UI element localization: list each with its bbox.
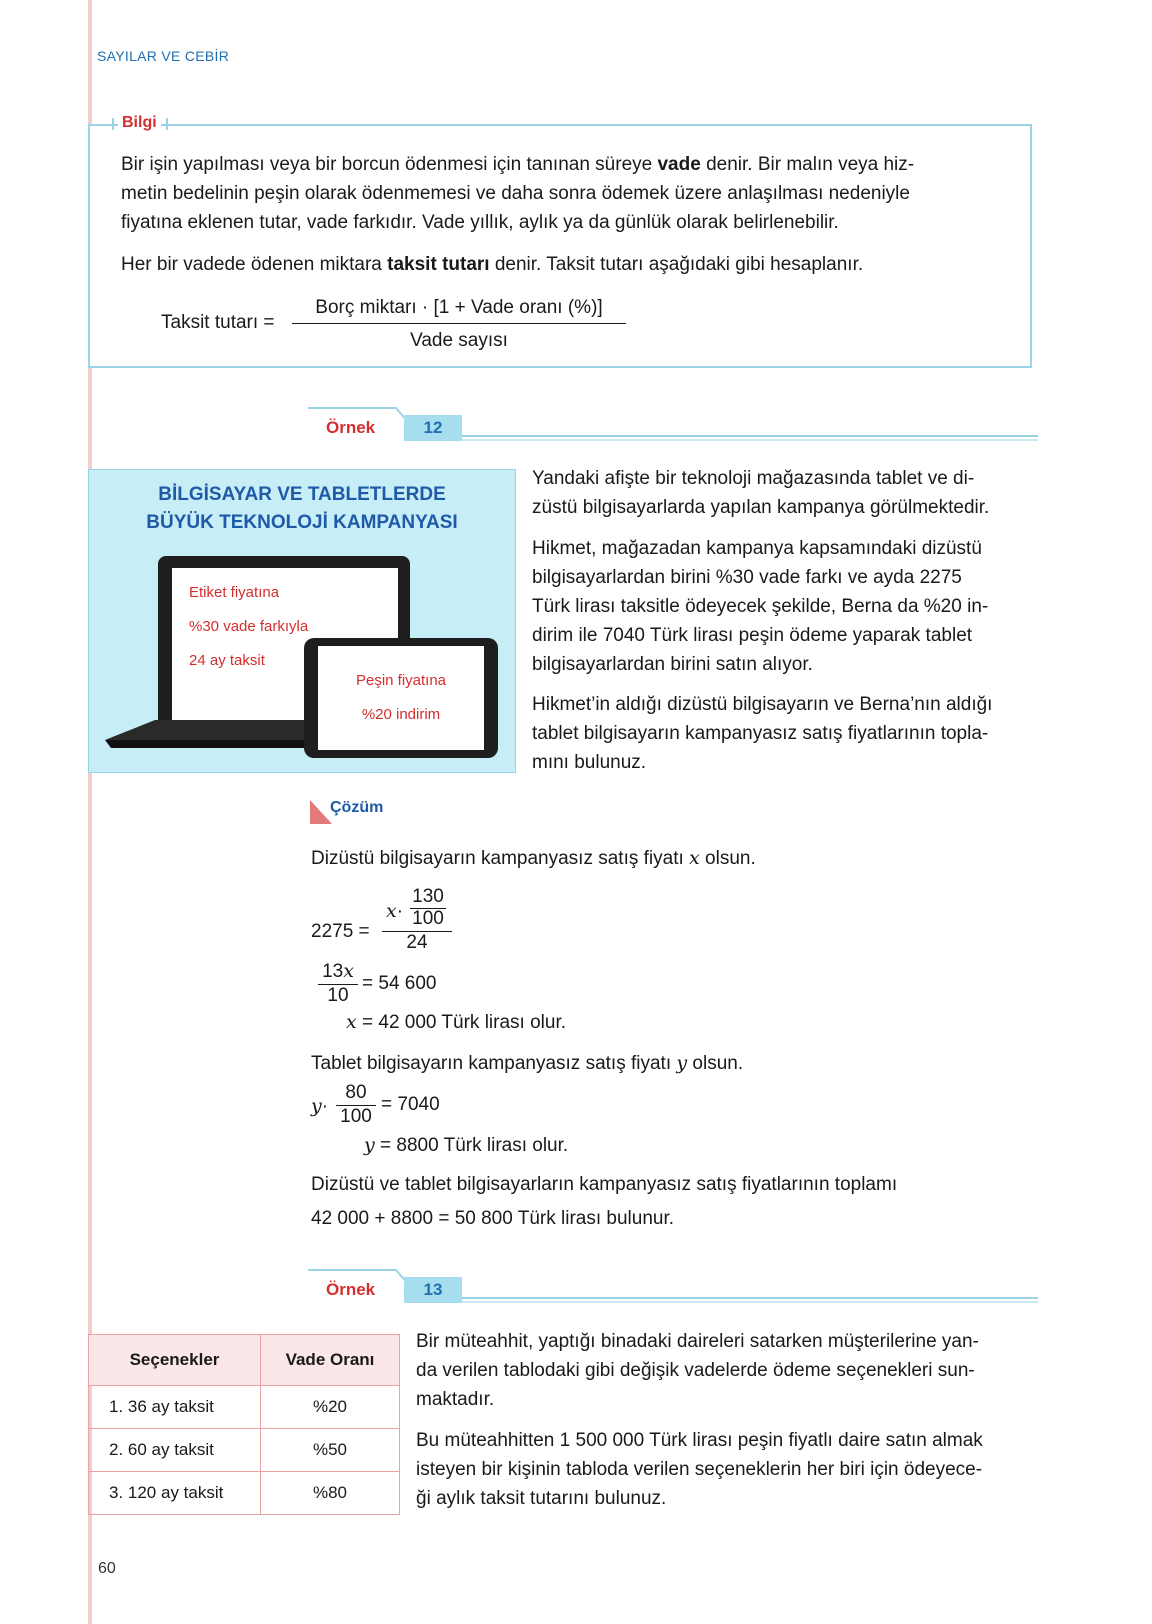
table-row [89, 1386, 400, 1429]
info-p1-line-1: Bir işin yapılması veya bir borcun ödenmesi için tanınan süreye vade denir. Bir malın veya hiz- [121, 154, 915, 175]
formula-lhs: Taksit tutarı = [161, 312, 275, 333]
table-cell-rate: %50 [261, 1429, 400, 1472]
eq2-rhs: = 54 600 [362, 973, 437, 994]
eq4-rhs: = 7040 [381, 1094, 440, 1115]
eq3: x = 42 000 Türk lirası olur. [346, 1011, 567, 1033]
eq1-inner-numerator: 130 [412, 886, 444, 907]
example-12-number: 12 [404, 415, 462, 441]
info-p1-line-3: fiyatına eklenen tutar, vade farkıdır. Vade yıllık, aylık ya da günlük olarak belirlenebilir. [121, 212, 839, 233]
formula-fraction-bar [292, 323, 626, 324]
section-header: SAYILAR VE CEBİR [97, 48, 230, 64]
table-cell-option: 3. 120 ay taksit [89, 1472, 261, 1515]
eq1-numerator: x· [386, 900, 404, 922]
table-row [89, 1429, 400, 1472]
eq2-numerator: 13x [322, 960, 354, 982]
solution-line-3: Dizüstü ve tablet bilgisayarların kampanyasız satış fiyatlarının toplamı [311, 1174, 898, 1195]
eq1-denominator: 24 [406, 932, 428, 953]
options-table [88, 1334, 400, 1515]
table-header-options: Seçenekler [89, 1335, 261, 1386]
info-tag: Bilgi [118, 114, 161, 132]
table-cell-rate: %80 [261, 1472, 400, 1515]
solution-line-1: Dizüstü bilgisayarın kampanyasız satış fiyatı x olsun. [311, 847, 756, 869]
example-12-intro: Yandaki afişte bir teknoloji mağazasında tablet ve di- züstü bilgisayarlarda yapılan kampanya görülmektedir. [532, 468, 990, 518]
eq1-lhs: 2275 = [311, 921, 370, 942]
solution-result: 42 000 + 8800 = 50 800 Türk lirası bulunur. [311, 1208, 675, 1229]
table-cell-option: 2. 60 ay taksit [89, 1429, 261, 1472]
example-13-intro: Bir müteahhit, yaptığı binadaki daireleri satarken müşterilerine yan- da verilen tablodaki gibi değişik vadelerde ödeme seçenekleri sun- maktadır. [416, 1331, 979, 1410]
tablet-line-1: Peşin fiyatına [355, 672, 447, 689]
example-12-problem: Hikmet, mağazadan kampanya kapsamındaki dizüstü bilgisayarlardan birini %30 vade farkı ve ayda 2275 Türk lirası taksitle ödeyecek şekilde, Berna da %20 in- dirim ile 7040 Türk lirası peşin ödeme yaparak tablet bilgisayarlardan birini satın alıyor. [532, 538, 989, 675]
table-header-rate: Vade Oranı [261, 1335, 400, 1386]
table-cell-option: 1. 36 ay taksit [89, 1386, 261, 1429]
tablet-screen [318, 646, 484, 750]
eq4-denominator: 100 [340, 1106, 372, 1127]
poster-title: BİLGİSAYAR VE TABLETLERDE BÜYÜK TEKNOLOJİ KAMPANYASI [146, 484, 458, 533]
example-13-question: Bu müteahhitten 1 500 000 Türk lirası peşin fiyatlı daire satın almak isteyen bir kişinin tabloda verilen seçeneklerin her biri için ödeyece- ği aylık taksit tutarını bulunuz. [416, 1430, 983, 1509]
solution-label: Çözüm [330, 799, 384, 816]
laptop-line-3: 24 ay taksit [189, 652, 265, 669]
eq4-numerator: 80 [345, 1082, 367, 1103]
eq5: y = 8800 Türk lirası olur. [364, 1134, 569, 1156]
tablet-line-2: %20 indirim [361, 706, 441, 723]
solution-marker-icon [310, 800, 332, 824]
laptop-line-1: Etiket fiyatına [189, 584, 280, 601]
formula-denominator: Vade sayısı [410, 330, 508, 351]
eq1-inner-denominator: 100 [412, 908, 444, 929]
info-p1-line-2: metin bedelinin peşin olarak ödenmemesi ve daha sonra ödemek üzere anlaşılması nedeniyle [121, 183, 910, 204]
example-12-question: Hikmet’in aldığı dizüstü bilgisayarın ve Berna’nın aldığı tablet bilgisayarın kampanyasız satış fiyatlarının topla- mını bulunuz. [532, 694, 993, 773]
example-12-label: Örnek [326, 418, 376, 437]
laptop-line-2: %30 vade farkıyla [189, 618, 309, 635]
page-number: 60 [98, 1560, 116, 1577]
info-paragraph-1 [121, 150, 1001, 237]
table-cell-rate: %20 [261, 1386, 400, 1429]
formula-numerator: Borç miktarı · [1 + Vade oranı (%)] [315, 297, 603, 318]
info-tag-tick-left [112, 118, 114, 130]
eq2-denominator: 10 [327, 985, 349, 1006]
table-row [89, 1472, 400, 1515]
example-13-number: 13 [404, 1277, 462, 1303]
eq4-lhs: y· [311, 1095, 329, 1117]
info-paragraph-2: Her bir vadede ödenen miktara taksit tutarı denir. Taksit tutarı aşağıdaki gibi hesaplanır. [121, 254, 864, 275]
table-header-row [89, 1335, 400, 1386]
info-tag-tick-right [166, 118, 168, 130]
solution-line-2: Tablet bilgisayarın kampanyasız satış fiyatı y olsun. [311, 1052, 744, 1074]
example-13-label: Örnek [326, 1280, 376, 1299]
